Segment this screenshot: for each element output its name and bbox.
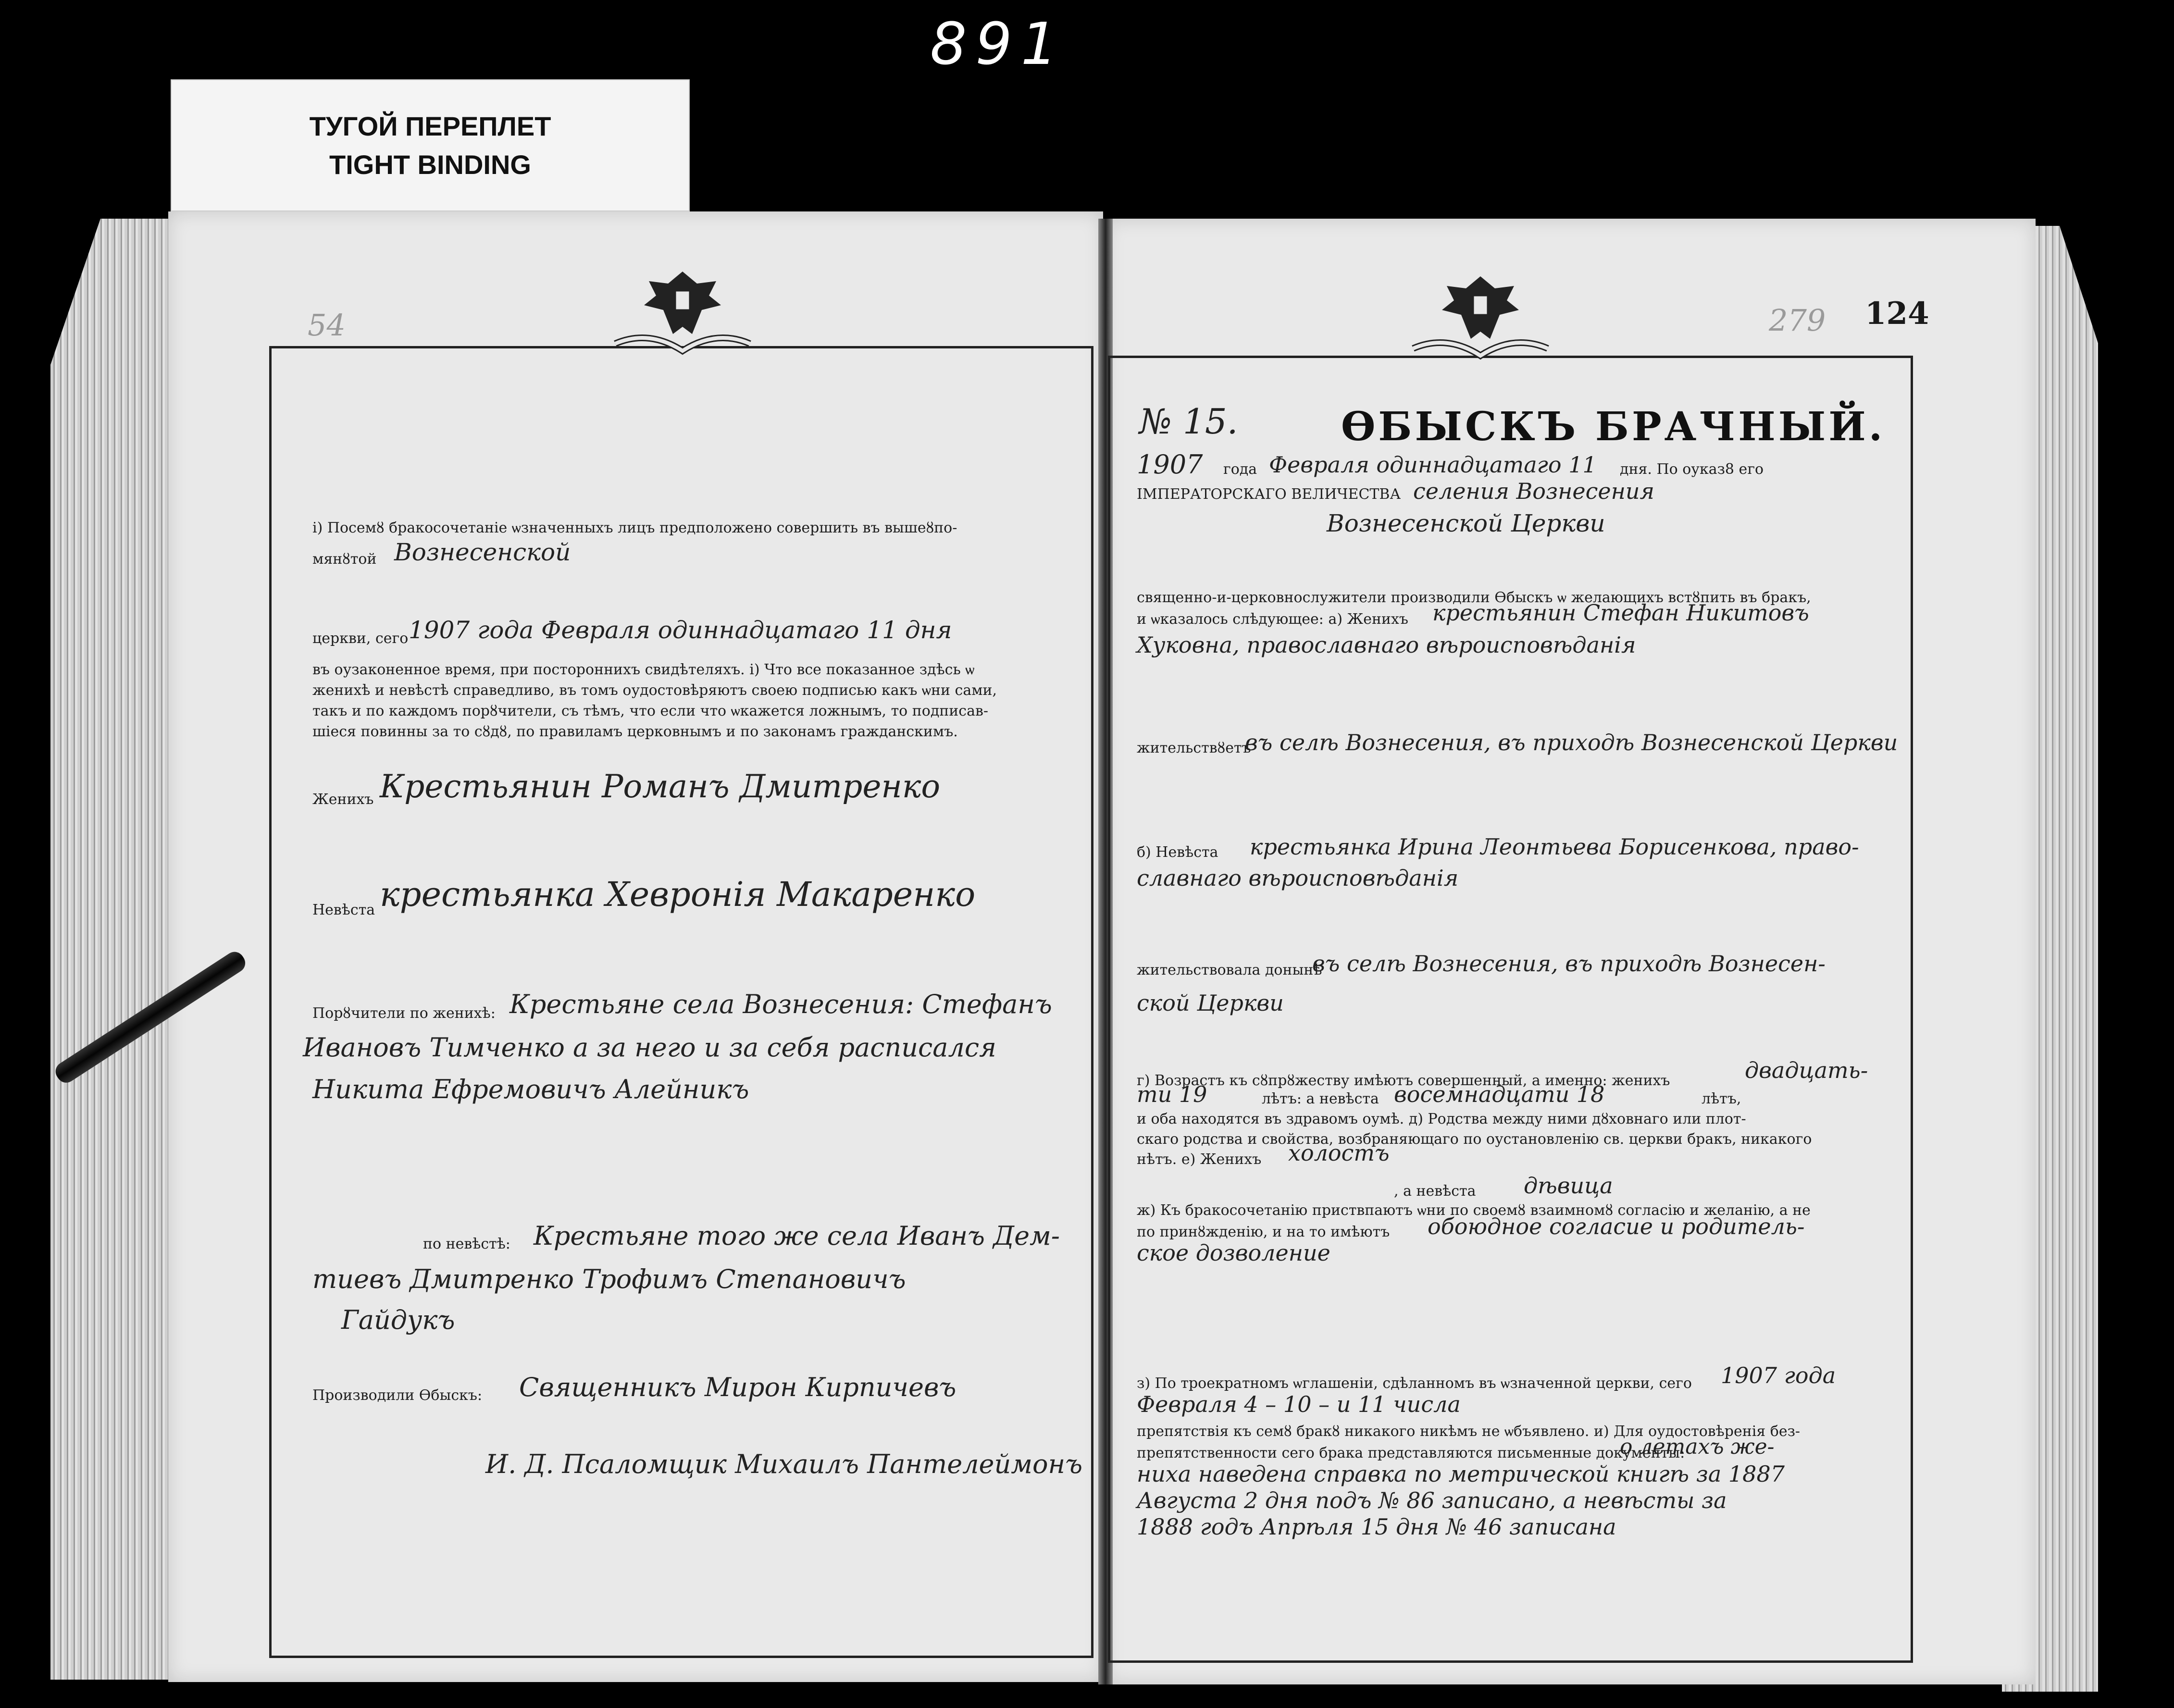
- guarantors-bride-hw-1: Крестьяне того же села Иванъ Дем-: [534, 1221, 1060, 1251]
- docs-hw-2: ниха наведена справка по метрической книгѣ за 1887: [1137, 1461, 1785, 1487]
- guarantors-bride-label: по невѣстѣ:: [423, 1236, 510, 1252]
- bride-residence-hw-1: въ селѣ Вознесения, въ приходѣ Вознесен-: [1312, 951, 1826, 977]
- groom-hw-2: Хуковна, православнаго вѣроисповѣданія: [1137, 632, 1636, 658]
- consent-line-2: по принȣжденію, и на то имѣютъ: [1137, 1224, 1390, 1240]
- banns-dates-hw: Февраля 4 – 10 – и 11 числа: [1137, 1391, 1461, 1417]
- church-hw-right: Вознесенской Церкви: [1327, 509, 1605, 537]
- guarantors-groom-hw-1: Крестьяне села Вознесения: Стефанъ: [509, 989, 1052, 1019]
- left-pencil-mark: 54: [308, 308, 346, 343]
- found-line: и ѡказалось слѣдующее: а) Женихъ: [1137, 611, 1409, 628]
- binding-notice-card: [171, 79, 690, 211]
- age-line-3: лѣтъ,: [1702, 1090, 1741, 1107]
- docs-hw-3: Августа 2 дня подъ № 86 записано, а невѣсты за: [1137, 1487, 1727, 1513]
- record-number: № 15.: [1139, 401, 1238, 442]
- page-number: 124: [1865, 296, 1929, 332]
- binding-notice-en: TIGHT BINDING: [329, 149, 531, 180]
- groom-name-hw: Крестьянин Романъ Дмитренко: [380, 768, 941, 805]
- time-line-1: въ оузаконенное время, при постороннихъ свидѣтеляхъ. і) Что все показанное здѣсь ѡ: [312, 661, 975, 678]
- imperial-eagle-emblem-right: [1408, 267, 1553, 363]
- line1-hw: Февраля одиннадцатаго 11: [1269, 452, 1597, 478]
- age-hw-3: восемнадцати 18: [1394, 1081, 1605, 1107]
- signature-priest: Священникъ Мирон Кирпичевъ: [519, 1372, 957, 1402]
- consent-hw-2: ское дозволение: [1137, 1240, 1330, 1266]
- groom-residence-hw: въ селѣ Вознесения, въ приходѣ Вознесенской Церкви: [1245, 730, 1898, 755]
- clergy-line: священно-и-церковнослужители производили Ѳбыскъ ѡ желающихъ встȣпить въ бракъ,: [1137, 589, 1811, 606]
- line2-printed: ІМПЕРАТОРСКАГО ВЕЛИЧЕСТВА: [1137, 486, 1401, 503]
- docs-hw-1: о летахъ же-: [1620, 1435, 1775, 1459]
- time-line-3: такъ и по каждомъ порȣчители, съ тѣмъ, что если что ѡкажется ложнымъ, то подписав-: [312, 703, 989, 719]
- age-hw-1: двадцать-: [1745, 1057, 1868, 1083]
- year-hw: 1907: [1137, 449, 1203, 480]
- docs-line: препятственности сего брака представляются письменные документы:: [1137, 1445, 1685, 1461]
- imperial-eagle-emblem-left: [610, 262, 755, 358]
- bride-name-hw: крестьянка Хевронія Макаренко: [380, 875, 976, 914]
- pencil-page-number: 279: [1769, 303, 1826, 338]
- binding-notice-ru: ТУГОЙ ПЕРЕПЛЕТ: [309, 111, 551, 141]
- book-page-edges-left: [50, 219, 175, 1680]
- line1-tail: дня. По оуказ8 его: [1620, 461, 1764, 478]
- bride-residence-label: жительствовала донынѣ: [1137, 962, 1322, 978]
- age-line-2: лѣтъ: а невѣста: [1262, 1090, 1379, 1107]
- bride-hw-1: крестьянка Ирина Леонтьева Борисенкова, право-: [1250, 834, 1859, 860]
- age-line-1: г) Возрастъ къ сȣпрȣжеству имѣютъ совершенный, а именно: женихъ: [1137, 1072, 1670, 1089]
- banns-year-hw: 1907 года: [1721, 1362, 1836, 1388]
- status-bride-hw: дѣвица: [1524, 1173, 1613, 1199]
- age-hw-2: ти 19: [1137, 1081, 1207, 1107]
- guarantors-groom-hw-2: Ивановъ Тимченко а за него и за себя расписался: [303, 1032, 996, 1063]
- guarantors-bride-hw-2: тиевъ Дмитренко Трофимъ Степановичъ: [312, 1264, 906, 1294]
- consent-line-1: ж) Къ бракосочетанію приствпаютъ ѡни по своемȣ взаимномȣ согласію и желанію, а не: [1137, 1202, 1811, 1219]
- conducted-label: Производили Ѳбыскъ:: [312, 1387, 483, 1404]
- docs-hw-4: 1888 годъ Апрѣля 15 дня № 46 записана: [1137, 1514, 1616, 1540]
- time-line-4: шіеся повинны за то сȣдȣ, по правиламъ церковнымъ и по законамъ гражданскимъ.: [312, 723, 958, 740]
- line2-hw: селения Вознесения: [1413, 478, 1654, 504]
- groom-residence-label: жительствȣетъ: [1137, 740, 1251, 756]
- status-bride-label: , а невѣста: [1394, 1183, 1476, 1200]
- bride-residence-hw-2: ской Церкви: [1137, 990, 1284, 1016]
- guarantors-groom-label: Порȣчители по женихѣ:: [312, 1005, 496, 1022]
- groom-hw-1: крестьянин Стефан Никитовъ: [1432, 600, 1809, 626]
- document-title: ѲБЫСКЪ БРАЧНЫЙ.: [1341, 404, 1886, 450]
- consent-hw-1: обоюдное согласие и родитель-: [1428, 1213, 1805, 1239]
- mind-line: и оба находятся въ здравомъ оумѣ. д) Родства между ними дȣховнаго или плот-: [1137, 1111, 1746, 1127]
- line1-printed: года: [1223, 461, 1257, 478]
- bride-label: Невѣста: [312, 902, 375, 918]
- church-printed: церкви, сего: [312, 630, 409, 647]
- time-line-2: женихѣ и невѣстѣ справедливо, въ томъ оудостовѣряютъ своею подписью какъ ѡни сами,: [312, 682, 997, 699]
- banns-line: з) По троекратномъ ѡглашеніи, сдѣланномъ въ ѡзначенной церкви, сего: [1137, 1375, 1692, 1392]
- impediment-line: препятствія къ семȣ бракȣ никакого никѣмъ не ѡбъявлено. и) Для оудостовѣренія без-: [1137, 1423, 1801, 1440]
- guarantors-bride-hw-3: Гайдукъ: [341, 1305, 455, 1335]
- marry-line-2-printed: мянȣтой: [312, 551, 377, 568]
- guarantors-groom-hw-3: Никита Ефремовичъ Алейникъ: [312, 1074, 749, 1104]
- marry-line-1: і) Посемȣ бракосочетаніе ѡзначенныхъ лицъ предположено совершить въ вышеȣпо-: [312, 520, 957, 536]
- status-groom-hw: холостъ: [1288, 1140, 1390, 1166]
- frame-number: 891: [930, 11, 1067, 78]
- groom-label: Женихъ: [312, 791, 374, 808]
- signature-psalmist: И. Д. Псаломщик Михаилъ Пантелеймонъ: [485, 1449, 1083, 1479]
- marry-line-2-hw: Вознесенской: [394, 538, 571, 566]
- bride-hw-2: славнаго вѣроисповѣданія: [1137, 865, 1459, 891]
- church-hw: 1907 года Февраля одиннадцатаго 11 дня: [409, 616, 952, 644]
- status-groom-label: нѣтъ. е) Женихъ: [1137, 1151, 1262, 1168]
- kin-line: скаго родства и свойства, возбраняющаго по оустановленію св. церкви бракъ, никакого: [1137, 1131, 1812, 1148]
- bride-label-right: б) Невѣста: [1137, 844, 1218, 861]
